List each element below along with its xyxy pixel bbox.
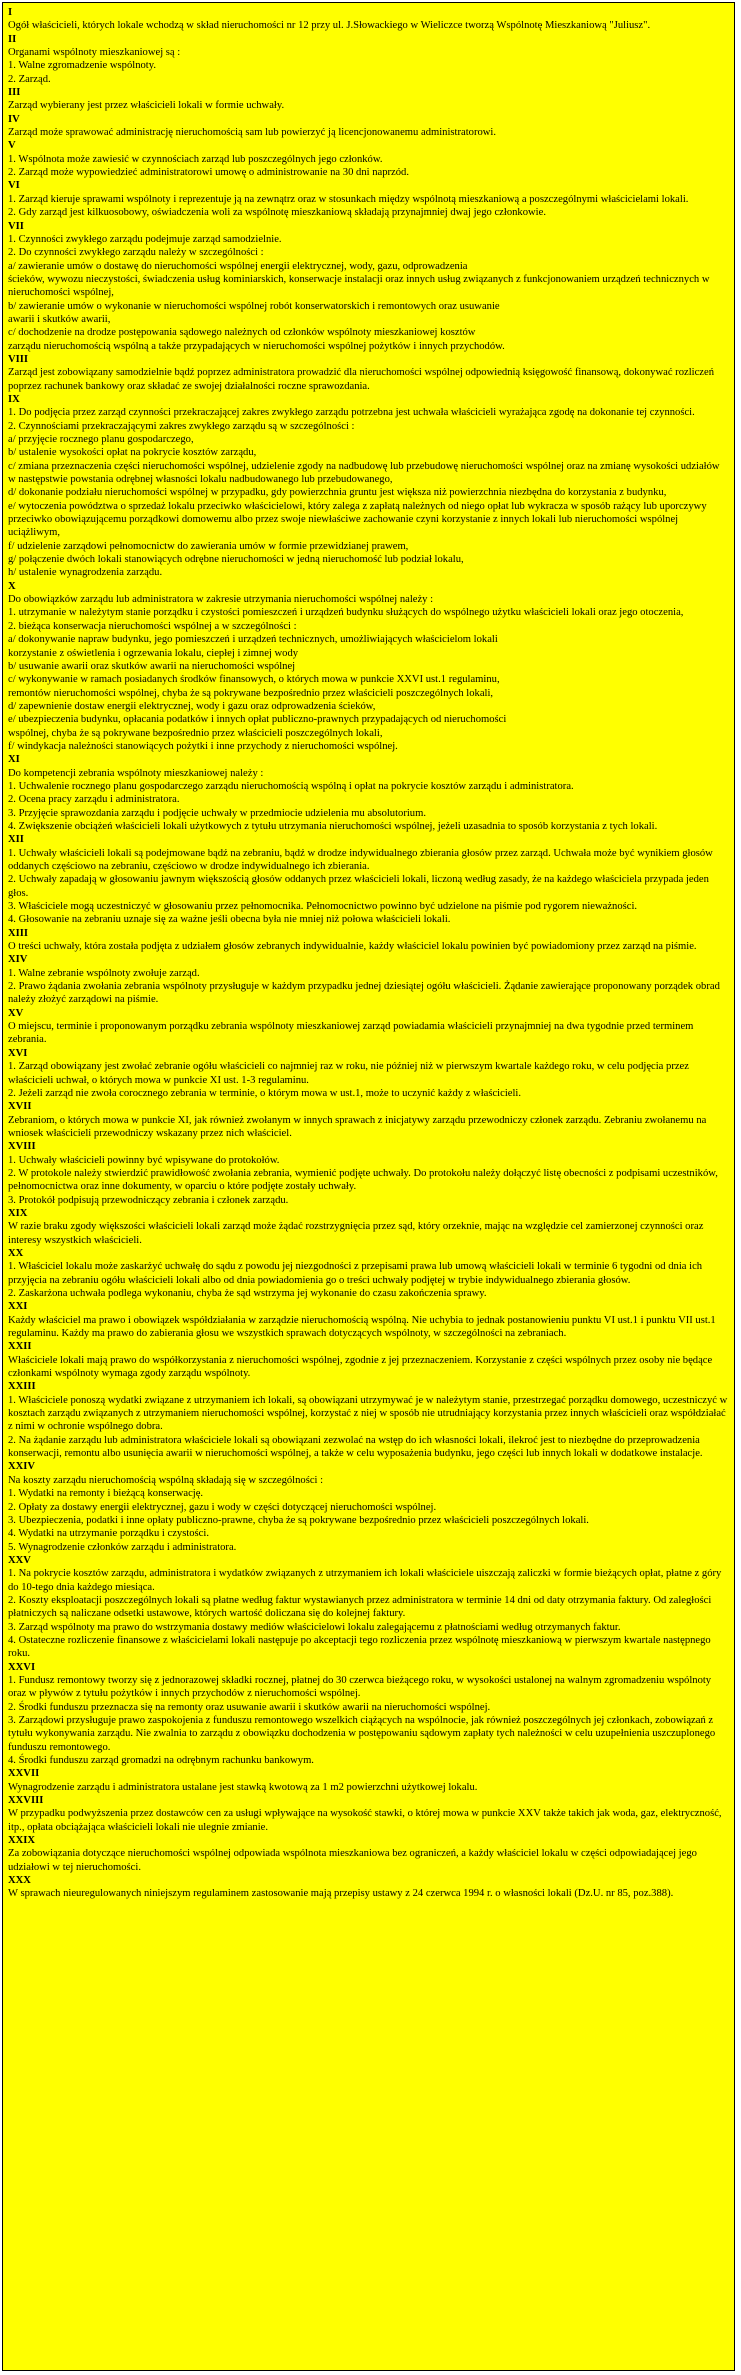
- paragraph-line: b/ usuwanie awarii oraz skutków awarii na nieruchomości wspólnej: [8, 660, 296, 672]
- paragraph-line: 1. Zarząd kieruje sprawami wspólnoty i reprezentuje ją na zewnątrz oraz w stosunkach między wspólnotą mieszkaniową a poszczególnymi właścicielami lokali.: [8, 193, 689, 205]
- paragraph-line: W przypadku podwyższenia przez dostawców cen za usługi wpływające na wysokość stawki, o której mowa w punkcie XXV także takich jak woda, gaz, elektryczność, itp., opłata obciążająca właścicieli lokali nie ulegnie zmianie.: [8, 1808, 722, 1833]
- paragraph-line: d/ zapewnienie dostaw energii elektrycznej, wody i gazu oraz odprowadzenia ścieków,: [8, 700, 376, 712]
- section-heading: XX: [8, 1247, 24, 1259]
- paragraph-line: h/ ustalenie wynagrodzenia zarządu.: [8, 567, 163, 579]
- paragraph-line: 3. Zarządowi przysługuje prawo zaspokojenia z funduszu remontowego wszelkich ciążących na wspólnocie, jak również poszczególnych jej członkach, zobowiązań z tytułu wykonywania zarządu. Nie zwalnia to zarządu z obowiązku dochodzenia w postępowaniu sądowym zapłaty tych należności w celu uzupełnienia uszczuplonego funduszu remontowego.: [8, 1715, 716, 1753]
- paragraph-line: 1. Uchwały właścicieli powinny być wpisywane do protokołów.: [8, 1154, 280, 1166]
- paragraph-line: 2. Do czynności zwykłego zarządu należy w szczególności :: [8, 247, 264, 259]
- paragraph-line: Zebraniom, o których mowa w punkcie XI, jak również zwołanym w innych sprawach z inicjatywy zarządu przewodniczy członek zarządu. Zebraniu zwołanemu na wniosek właścicieli przewodniczy wskazany przez nich właściciel.: [8, 1114, 707, 1139]
- paragraph-line: f/ udzielenie zarządowi pełnomocnictw do zawierania umów w formie przewidzianej prawem,: [8, 540, 409, 552]
- paragraph-line: 2. Prawo żądania zwołania zebrania wspólnoty przysługuje w każdym przypadku jednej dziesiątej ogółu właścicieli. Żądanie zawierające proponowany porządek obrad należy złożyć zarządowi na piśmie.: [8, 981, 720, 1006]
- section-heading: XXII: [8, 1341, 32, 1353]
- paragraph-line: b/ zawieranie umów o wykonanie w nieruchomości wspólnej robót konserwatorskich i remontowych oraz usuwanie: [8, 300, 500, 312]
- paragraph-line: 2. Zarząd.: [8, 73, 51, 85]
- paragraph-line: 3. Zarząd wspólnoty ma prawo do wstrzymania dostawy mediów właścicielowi lokalu zalegającemu z płatnościami według otrzymanych faktur.: [8, 1621, 621, 1633]
- paragraph-line: korzystanie z oświetlenia i ogrzewania lokalu, ciepłej i zimnej wody: [8, 647, 299, 659]
- paragraph-line: Każdy właściciel ma prawo i obowiązek współdziałania w zarządzie nieruchomością wspólną. Nie uchybia to jednak postanowieniu punktu VI ust.1 i punktu VII ust.1 regulaminu. Każdy ma prawo do zabierania głosu we wszystkich sprawach dotyczących wspólnoty, w szczególności na zebraniach.: [8, 1314, 716, 1340]
- regulation-document: [2, 2, 735, 2371]
- paragraph-line: 1. Właściciele ponoszą wydatki związane z utrzymaniem ich lokali, są obowiązani utrzymywać je w należytym stanie, przestrzegać porządku domowego, uczestniczyć w kosztach zarządu związanych z utrzymaniem nieruchomości wspólnej, korzystać z niej w sposób nie utrudniający korzystania przez innych właścicieli oraz współdziałać z nimi w ochronie wspólnego dobra.: [8, 1394, 728, 1433]
- paragraph-line: 1. Fundusz remontowy tworzy się z jednorazowej składki rocznej, płatnej do 30 czerwca bieżącego roku, w wysokości ustalonej na walnym zgromadzeniu wspólnoty oraz w pływów z tytułu pożytków i innych przychodów z nieruchomości wspólnej.: [8, 1674, 712, 1700]
- paragraph-line: 4. Środki funduszu zarząd gromadzi na odrębnym rachunku bankowym.: [8, 1755, 314, 1767]
- paragraph-line: 2. Zarząd może wypowiedzieć administratorowi umowę o administrowanie na 30 dni naprzód.: [8, 167, 409, 179]
- paragraph-line: Za zobowiązania dotyczące nieruchomości wspólnej odpowiada wspólnota mieszkaniowa bez ograniczeń, a każdy właściciel lokalu w części odpowiadającej jego udziałowi w tej nieruchomości.: [8, 1848, 697, 1873]
- section-heading: XXX: [8, 1875, 31, 1887]
- paragraph-line: 1. Wspólnota może zawiesić w czynnościach zarząd lub poszczególnych jego członków.: [8, 153, 383, 165]
- paragraph-line: e/ ubezpieczenia budynku, opłacania podatków i innych opłat publiczno-prawnych przypadających od nieruchomości: [8, 714, 507, 726]
- paragraph-line: 1. Walne zebranie wspólnoty zwołuje zarząd.: [8, 967, 200, 979]
- section-heading: V: [8, 140, 16, 152]
- paragraph-line: 1. Walne zgromadzenie wspólnoty.: [8, 60, 157, 72]
- paragraph-line: 3. Ubezpieczenia, podatki i inne opłaty publiczno-prawne, chyba że są pokrywane bezpośrednio przez właścicieli poszczególnych lokali.: [8, 1514, 589, 1526]
- paragraph-line: 2. Zaskarżona uchwała podlega wykonaniu, chyba że sąd wstrzyma jej wykonanie do czasu zakończenia sprawy.: [8, 1288, 487, 1299]
- paragraph-line: 1. Czynności zwykłego zarządu podejmuje zarząd samodzielnie.: [8, 233, 282, 245]
- paragraph-line: O miejscu, terminie i proponowanym porządku zebrania wspólnoty mieszkaniowej zarząd powiadamia właścicieli przynajmniej na dwa tygodnie przed terminem zebrania.: [8, 1021, 694, 1046]
- paragraph-line: 2. Ocena pracy zarządu i administratora.: [8, 794, 180, 806]
- section-heading: III: [8, 87, 21, 99]
- paragraph-line: e/ wytoczenia powództwa o sprzedaż lokalu przeciwko właścicielowi, który zalega z zapłatą należnych od niego opłat lub wykracza w sposób rażący lub uporczywy przeciwko obowiązującemu porządkowi domowemu albo przez swoje niewłaściwe zachowanie czyni korzystanie z innych lokali lub nieruchomości wspólnej uciążliwym,: [8, 500, 707, 539]
- paragraph-line: 4. Głosowanie na zebraniu uznaje się za ważne jeśli obecna była nie mniej niż połowa właścicieli lokali.: [8, 914, 451, 926]
- section-heading: XXV: [8, 1554, 31, 1566]
- paragraph-line: 1. utrzymanie w należytym stanie porządku i czystości pomieszczeń i urządzeń budynku służących do wspólnego użytku właścicieli lokali oraz jego otoczenia,: [8, 607, 684, 619]
- paragraph-line: 2. Opłaty za dostawy energii elektrycznej, gazu i wody w części dotyczącej nieruchomości wspólnej.: [8, 1501, 437, 1513]
- paragraph-line: c/ zmiana przeznaczenia części nieruchomości wspólnej, udzielenie zgody na nadbudowę lub przebudowę nieruchomości wspólnej oraz na zmianę wysokości udziałów w następstwie powstania odrębnej własności lokalu nadbudowanego lub przebudowanego,: [8, 460, 720, 486]
- paragraph-line: 1. Do podjęcia przez zarząd czynności przekraczającej zakres zwykłego zarządu potrzebna jest uchwała właścicieli wyrażająca zgodę na dokonanie tej czynności.: [8, 407, 695, 419]
- section-heading: I: [8, 7, 13, 18]
- paragraph-line: 1. Właściciel lokalu może zaskarżyć uchwałę do sądu z powodu jej niezgodności z przepisami prawa lub umową właścicieli lokali w terminie 6 tygodni od dnia ich przyjęcia na zebraniu ogółu właścicieli lokali albo od dnia powiadomienia go o treści uchwały podjętej w trybie indywidualnego zbierania głosów.: [8, 1261, 703, 1286]
- paragraph-line: 3. Właściciele mogą uczestniczyć w głosowaniu przez pełnomocnika. Pełnomocnictwo powinno być udzielone na piśmie pod rygorem nieważności.: [8, 901, 638, 913]
- paragraph-line: Do kompetencji zebrania wspólnoty mieszkaniowej należy :: [8, 767, 264, 779]
- paragraph-line: W sprawach nieuregulowanych niniejszym regulaminem zastosowanie mają przepisy ustawy z 24 czerwca 1994 r. o własności lokali (Dz.U. nr 85, poz.388).: [8, 1888, 674, 1900]
- paragraph-line: 2. Jeżeli zarząd nie zwoła corocznego zebrania w terminie, o którym mowa w ust.1, może to uczynić każdy z właścicieli.: [8, 1087, 522, 1099]
- paragraph-line: 2. Koszty eksploatacji poszczególnych lokali są płatne według faktur wystawianych przez administratora w terminie 14 dni od daty otrzymania faktury. Od zaległości płatniczych są naliczane odsetki ustawowe, których wartość doliczana się do kolejnej faktury.: [8, 1594, 712, 1620]
- section-heading: IX: [8, 393, 20, 405]
- paragraph-line: 2. bieżąca konserwacja nieruchomości wspólnej a w szczególności :: [8, 620, 297, 632]
- section-heading: XVI: [8, 1047, 28, 1059]
- paragraph-line: 3. Przyjęcie sprawozdania zarządu i podjęcie uchwały w przedmiocie udzielenia mu absolutorium.: [8, 807, 426, 819]
- section-heading: XV: [8, 1007, 24, 1019]
- paragraph-line: 2. Czynnościami przekraczającymi zakres zwykłego zarządu są w szczególności :: [8, 420, 355, 432]
- section-heading: VI: [8, 180, 20, 192]
- paragraph-line: f/ windykacja należności stanowiących pożytki i inne przychody z nieruchomości wspólnej.: [8, 740, 398, 752]
- paragraph-line: g/ połączenie dwóch lokali stanowiących odrębne nieruchomości w jedną nieruchomość lub podział lokalu,: [8, 554, 464, 566]
- paragraph-line: awarii i skutków awarii,: [8, 313, 111, 325]
- section-heading: XXVI: [8, 1661, 36, 1673]
- section-heading: X: [8, 580, 16, 592]
- section-heading: XXI: [8, 1301, 28, 1313]
- paragraph-line: 2. Uchwały zapadają w głosowaniu jawnym większością głosów oddanych przez właścicieli lokali, liczoną według zasady, że na każdego właściciela przypada jeden głos.: [8, 874, 709, 899]
- paragraph-line: 4. Wydatki na utrzymanie porządku i czystości.: [8, 1528, 209, 1540]
- section-heading: XXVII: [8, 1768, 40, 1780]
- section-heading: XXIX: [8, 1835, 36, 1847]
- section-heading: XVIII: [8, 1141, 36, 1153]
- paragraph-line: 4. Ostateczne rozliczenie finansowe z właścicielami lokali następuje po akceptacji tego rozliczenia przez wspólnotę mieszkaniową w pierwszym kwartale następnego roku.: [8, 1634, 711, 1660]
- paragraph-line: ścieków, wywozu nieczystości, świadczenia usług kominiarskich, konserwacje instalacji oraz innych usług związanych z funkcjonowaniem urządzeń technicznych w nieruchomości wspólnej,: [8, 273, 710, 299]
- paragraph-line: Ogół właścicieli, których lokale wchodzą w skład nieruchomości nr 12 przy ul. J.Słowackiego w Wieliczce tworzą Wspólnotę Mieszkaniową "Juliusz".: [8, 20, 651, 32]
- paragraph-line: a/ przyjęcie rocznego planu gospodarczego,: [8, 434, 194, 445]
- section-heading: XIX: [8, 1207, 28, 1219]
- section-heading: XXIV: [8, 1461, 36, 1473]
- section-heading: IV: [8, 113, 20, 125]
- paragraph-line: Zarząd jest zobowiązany samodzielnie bądź poprzez administratora prowadzić dla nieruchomości wspólnej odpowiednią księgowość finansową, dokonywać rozliczeń poprzez rachunek bankowy oraz składać ze swojej działalności roczne sprawozdania.: [8, 367, 714, 392]
- paragraph-line: 1. Zarząd obowiązany jest zwołać zebranie ogółu właścicieli co najmniej raz w roku, nie później niż w pierwszym kwartale każdego roku, w celu podjęcia przez właścicieli uchwał, o których mowa w punkcie XI ust. 1-3 regulaminu.: [8, 1061, 689, 1086]
- paragraph-line: d/ dokonanie podziału nieruchomości wspólnej w przypadku, gdy powierzchnia gruntu jest większa niż powierzchnia niezbędna do korzystania z budynku,: [8, 487, 667, 499]
- section-heading: XXIII: [8, 1381, 36, 1393]
- paragraph-line: W razie braku zgody większości właścicieli lokali zarząd może żądać rozstrzygnięcia przez sąd, który orzeknie, mając na względzie cel zamierzonej czynności oraz interesy wszystkich właścicieli.: [8, 1221, 704, 1246]
- section-heading: II: [8, 33, 17, 45]
- paragraph-line: Na koszty zarządu nieruchomością wspólną składają się w szczególności :: [8, 1474, 324, 1486]
- paragraph-line: 2. Gdy zarząd jest kilkuosobowy, oświadczenia woli za wspólnotę mieszkaniową składają przynajmniej dwaj jego członkowie.: [8, 207, 546, 219]
- paragraph-line: 2. Na żądanie zarządu lub administratora właściciele lokali są obowiązani zezwolać na wstęp do ich własności lokali, ilekroć jest to niezbędne do przeprowadzenia konserwacji, remontu albo usunięcia awarii w nieruchomości wspólnej, a także w celu wyposażenia budynku, jego części lub innych lokali w dodatkowe instalacje.: [8, 1434, 703, 1460]
- section-heading: VII: [8, 220, 24, 232]
- paragraph-line: a/ dokonywanie napraw budynku, jego pomieszczeń i urządzeń technicznych, umożliwiających właścicielom lokali: [8, 634, 498, 646]
- paragraph-line: 1. Uchwały właścicieli lokali są podejmowane bądź na zebraniu, bądź w drodze indywidualnego zbierania głosów przez zarząd. Uchwała może być wynikiem głosów oddanych częściowo na zebraniu, częściowo w drodze indywidualnego ich zbierania.: [8, 847, 713, 872]
- section-heading: XII: [8, 834, 24, 846]
- paragraph-line: 1. Wydatki na remonty i bieżącą konserwację.: [8, 1488, 204, 1500]
- paragraph-line: Do obowiązków zarządu lub administratora w zakresie utrzymania nieruchomości wspólnej należy :: [8, 594, 434, 606]
- paragraph-line: 5. Wynagrodzenie członków zarządu i administratora.: [8, 1541, 237, 1553]
- paragraph-line: 2. Środki funduszu przeznacza się na remonty oraz usuwanie awarii i skutków awarii na nieruchomości wspólnej.: [8, 1701, 491, 1713]
- section-heading: XVII: [8, 1101, 32, 1113]
- paragraph-line: 1. Uchwalenie rocznego planu gospodarczego zarządu nieruchomością wspólną i opłat na pokrycie kosztów zarządu i administratora.: [8, 780, 574, 792]
- section-heading: XXVIII: [8, 1795, 44, 1807]
- paragraph-line: c/ wykonywanie w ramach posiadanych środków finansowych, o których mowa w punkcie XXVI ust.1 regulaminu,: [8, 674, 500, 686]
- paragraph-line: b/ ustalenie wysokości opłat na pokrycie kosztów zarządu,: [8, 447, 257, 459]
- paragraph-line: Organami wspólnoty mieszkaniowej są :: [8, 47, 181, 59]
- paragraph-line: O treści uchwały, która została podjęta z udziałem głosów zebranych indywidualnie, każdy właściciel lokalu powinien być powiadomiony przez zarząd na piśmie.: [8, 941, 697, 953]
- paragraph-line: 1. Na pokrycie kosztów zarządu, administratora i wydatków związanych z utrzymaniem ich lokali właściciele uiszczają zaliczki w formie bieżących opłat, płatne z góry do 10-tego dnia każdego miesiąca.: [8, 1568, 722, 1593]
- paragraph-line: wspólnej, chyba że są pokrywane bezpośrednio przez właścicieli poszczególnych lokali,: [8, 727, 383, 739]
- section-heading: XIV: [8, 954, 28, 966]
- paragraph-line: Właściciele lokali mają prawo do współkorzystania z nieruchomości wspólnej, zgodnie z jej przeznaczeniem. Korzystanie z części wspólnych przez osoby nie będące członkami wspólnoty wymaga zgody zarządu wspólnoty.: [8, 1354, 713, 1380]
- paragraph-line: Wynagrodzenie zarządu i administratora ustalane jest stawką kwotową za 1 m2 powierzchni użytkowej lokalu.: [8, 1781, 478, 1793]
- paragraph-line: 2. W protokole należy stwierdzić prawidłowość zwołania zebrania, wymienić podjęte uchwały. Do protokołu należy dołączyć listę obecności z podpisami uczestników, pełnomocnictwa oraz inne dokumenty, w oparciu o które podjęte zostały uchwały.: [8, 1167, 718, 1193]
- section-heading: XIII: [8, 927, 29, 939]
- paragraph-line: a/ zawieranie umów o dostawę do nieruchomości wspólnej energii elektrycznej, wody, gazu, odprowadzenia: [8, 260, 468, 272]
- section-heading: XI: [8, 754, 20, 766]
- paragraph-line: 4. Zwiększenie obciążeń właścicieli lokali użytkowych z tytułu utrzymania nieruchomości wspólnej, jeżeli uzasadnia to sposób korzystania z tych lokali.: [8, 820, 658, 832]
- paragraph-line: remontów nieruchomości wspólnej, chyba że są pokrywane bezpośrednio przez właścicieli poszczególnych lokali,: [8, 687, 494, 699]
- paragraph-line: c/ dochodzenie na drodze postępowania sądowego należnych od członków wspólnoty mieszkaniowej kosztów: [8, 327, 476, 339]
- paragraph-line: 3. Protokół podpisują przewodniczący zebrania i członek zarządu.: [8, 1194, 289, 1206]
- paragraph-line: Zarząd wybierany jest przez właścicieli lokali w formie uchwały.: [8, 100, 285, 112]
- paragraph-line: Zarząd może sprawować administrację nieruchomością sam lub powierzyć ją licencjonowanemu administratorowi.: [8, 127, 497, 139]
- paragraph-line: zarządu nieruchomością wspólną a także przypadających w nieruchomości wspólnej pożytków i innych przychodów.: [8, 340, 505, 352]
- section-heading: VIII: [8, 353, 29, 365]
